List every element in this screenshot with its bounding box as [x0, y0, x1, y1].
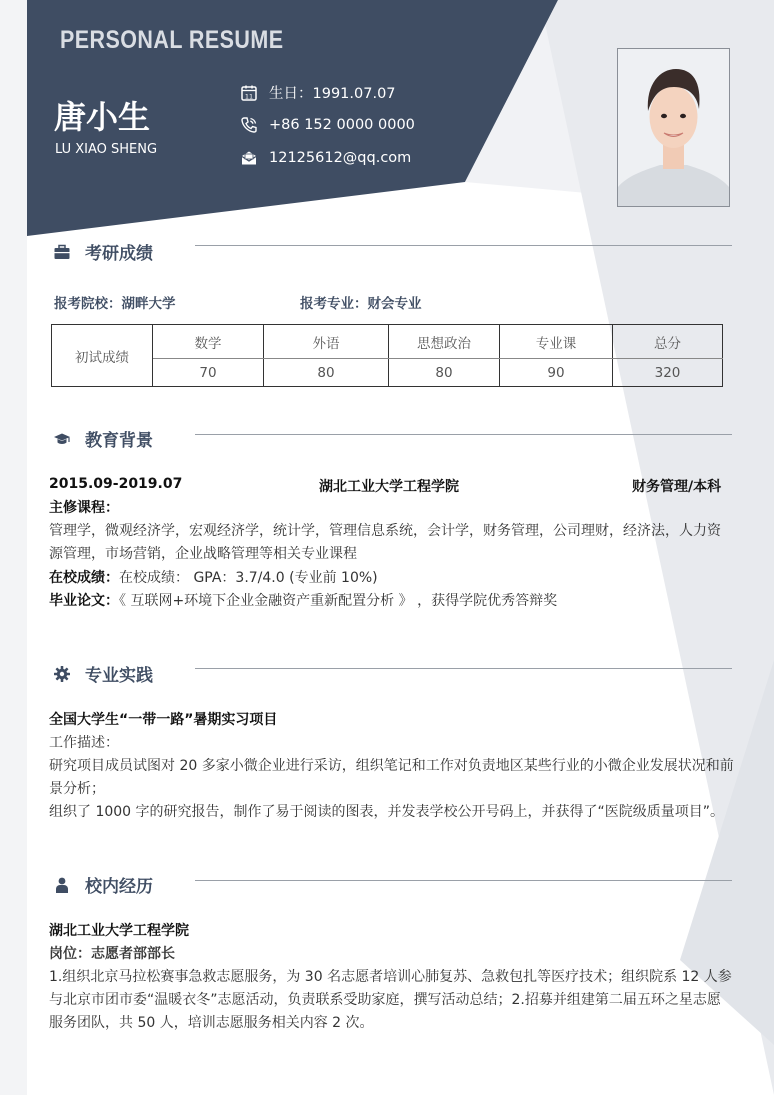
project-desc-1: 研究项目成员试图对 20 多家小微企业进行采访，组织笔记和工作对负责地区某些行业的小微企业发展状况和前景分析； [49, 758, 734, 797]
phone-row [240, 116, 415, 134]
score-table [51, 324, 723, 387]
project-desc-label: 工作描述： [49, 735, 119, 751]
name-english: LU XIAO SHENG [55, 142, 158, 157]
thesis-row [49, 590, 557, 613]
exam-school: 报考院校：湖畔大学 [54, 296, 176, 312]
grades-label: 在校成绩： [49, 570, 119, 586]
project-title: 全国大学生“一带一路”暑期实习项目 [49, 712, 278, 728]
score-cell: 320 [613, 359, 723, 387]
thesis-text: 《 互联网+环境下企业金融资产重新配置分析 》 ，获得学院优秀答辩奖 [119, 593, 558, 609]
subject-header: 外语 [264, 325, 389, 359]
grades-row [49, 567, 378, 590]
birthday-text: 生日：1991.07.07 [269, 86, 396, 102]
section-campus-header [53, 872, 153, 897]
resume-title: PERSONAL RESUME [60, 26, 284, 54]
email-row [240, 149, 411, 167]
score-cell: 80 [389, 359, 500, 387]
user-icon [53, 876, 71, 894]
campus-org: 湖北工业大学工程学院 [49, 923, 189, 939]
email-text: 12125612@qq.com [269, 150, 412, 166]
graduation-cap-icon [53, 430, 71, 448]
section-education-header [53, 426, 153, 451]
svg-text:11: 11 [244, 91, 254, 100]
section-divider [195, 434, 732, 435]
gear-icon [53, 665, 71, 683]
edu-degree: 财务管理/本科 [632, 479, 722, 495]
name-chinese: 唐小生 [54, 98, 151, 136]
grades-text: 在校成绩： GPA：3.7/4.0 (专业前 10%) [119, 570, 378, 586]
campus-desc: 1.组织北京马拉松赛事急救志愿服务，为 30 名志愿者培训心肺复苏、急救包扎等医疗技术；组织院系 12 人参与北京市团市委“温暖衣冬”志愿活动，负责联系受助家庭，撰写活动总结；2.招募并组建第二届五环之星志愿服务团队，共 50 人，培训志愿服务相关内容 2 次。 [49, 969, 732, 1031]
section-divider [195, 668, 732, 669]
profile-photo [617, 48, 730, 207]
section-education-title: 教育背景 [85, 431, 153, 451]
project-desc-2: 组织了 1000 字的研究报告，制作了易于阅读的图表，并发表学校公开号码上，并获得了“医院级质量项目”。 [49, 804, 725, 820]
subject-header: 专业课 [500, 325, 613, 359]
score-cell: 70 [153, 359, 264, 387]
section-practice-header [53, 661, 153, 686]
section-divider [195, 880, 732, 881]
phone-icon [240, 116, 258, 134]
briefcase-icon [53, 243, 71, 261]
section-divider [195, 245, 732, 246]
phone-text: +86 152 0000 0000 [269, 117, 415, 133]
calendar-icon [240, 84, 258, 102]
section-campus-title: 校内经历 [85, 877, 153, 897]
subject-header: 数学 [153, 325, 264, 359]
courses-text: 管理学，微观经济学，宏观经济学，统计学，管理信息系统，会计学，财务管理，公司理财，经济法，人力资源管理，市场营销，企业战略管理等相关专业课程 [49, 523, 721, 562]
subject-header: 思想政治 [389, 325, 500, 359]
section-exam-header [53, 239, 153, 264]
courses-label: 主修课程： [49, 500, 119, 516]
edu-period: 2015.09-2019.07 [49, 476, 183, 492]
section-practice-title: 专业实践 [85, 666, 153, 686]
score-cell: 90 [500, 359, 613, 387]
edu-school: 湖北工业大学工程学院 [319, 479, 459, 495]
exam-major: 报考专业：财会专业 [300, 296, 422, 312]
campus-position: 岗位：志愿者部部长 [49, 946, 175, 962]
thesis-label: 毕业论文： [49, 593, 119, 609]
score-cell: 80 [264, 359, 389, 387]
subject-header: 总分 [613, 325, 723, 359]
score-row-label: 初试成绩 [52, 325, 153, 387]
section-exam-title: 考研成绩 [85, 244, 153, 264]
birthday-row [240, 82, 396, 103]
email-icon [240, 149, 258, 167]
